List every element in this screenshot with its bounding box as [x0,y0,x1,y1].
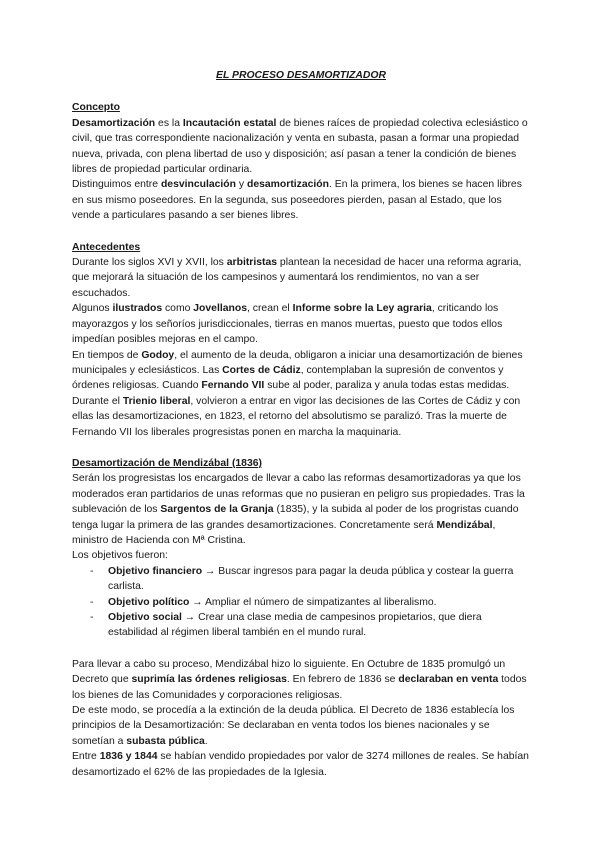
bold-text: Objetivo político [108,596,190,608]
bold-text: Jovellanos [193,303,247,315]
paragraph [72,301,530,347]
bold-text: arbitristas [226,257,278,269]
text-run: . En la primera, los bienes se hacen libres en sus mismo poseedores. En la segunda, sus poseedores pierden, pasan al Estado, que los vende a particulares pasando a ser bienes libres. [72,179,522,222]
text-run: se habían vendido propiedades por valor de 3274 millones de reales. Se habían desamortizado el 62% de las propiedades de la Iglesia. [72,751,529,778]
section-heading-mendizabal: Desamortización de Mendizábal (1836) [72,457,262,469]
text-run: , crean el [247,303,293,315]
objetivos-list [72,564,530,641]
text-run: Serán los progresistas los encargados de llevar a cabo las reformas desamortizadoras ya que los moderados eran partidarios de unas reformas que no pusieran en peligro sus propiedades. Tras la sublevación de los [72,473,525,516]
paragraph [72,749,530,780]
paragraph [72,116,530,178]
text-run: plantean la necesidad de hacer una reforma agraria, que mejorará la situación de los campesinos y aumentará los rendimientos, no van a ser escuchados. [72,257,522,299]
text-run: , volvieron a entrar en vigor las decisiones de las Cortes de Cádiz y con ellas las desamortizaciones, en 1823, el retorno del absolutismo se paralizó. Tras la muerte de Fernando VII los liberales progresistas ponen en marcha la maquinaria. [72,395,521,438]
paragraph [72,348,530,440]
bold-text: Trienio liberal [122,395,191,407]
bold-text: Objetivo social [108,612,182,623]
bold-text: desamortización [247,179,329,191]
bold-text: Sargentos de la Granja [160,504,274,516]
list-item [90,564,530,595]
bold-text: declaraban en venta [398,674,499,686]
text-run: → Buscar ingresos para pagar la deuda pública y costear la guerra carlista. [108,565,514,593]
document-title: EL PROCESO DESAMORTIZADOR [216,70,386,81]
text-run: y [236,179,247,191]
paragraph [72,703,530,749]
bold-text: ilustrados [112,303,163,315]
bold-text: Desamortización [72,117,156,129]
text-run: De este modo, se procedía a la extinción de la deuda pública. El Decreto de 1836 establecía los principios de la Desamortización: Se declaraban en venta todos los bienes nacionales y se sometían a [72,705,515,747]
bold-text: Fernando VII [201,380,265,392]
text-run: Entre [72,751,100,763]
bold-text: Mendizábal [436,519,493,531]
bold-text: subasta pública [126,735,205,747]
document-page [72,68,530,780]
text-run: , criticando los mayorazgos y los señoríos jurisdiccionales, tierras en manos muertas, puesto que todos ellos impedían posibles mejoras en el campo. [72,303,503,346]
bold-text: Incautación estatal [182,117,277,129]
text-run: sube al poder, paraliza y anula todas estas medidas. Durante el [72,380,510,407]
bold-text: 1836 y 1844 [99,751,158,763]
text-run: Durante los siglos XVI y XVII, los [72,257,227,269]
text-run: En tiempos de [72,349,142,361]
bold-text: desvinculación [160,179,237,191]
text-run: Distinguimos entre [72,179,161,191]
section-heading-concepto: Concepto [72,102,120,114]
text-run: → Crear una clase media de campesinos propietarios, que diera estabilidad al régimen liberal también en el mundo rural. [108,612,482,639]
paragraph [72,657,530,703]
text-run: . En febrero de 1836 se [286,674,399,686]
objetivos-intro: Los objetivos fueron: [72,550,168,562]
text-run: → Ampliar el número de simpatizantes al liberalismo. [189,596,437,608]
paragraph [72,471,530,548]
text-run: . [204,735,208,747]
list-item [90,595,530,610]
bold-text: Objetivo financiero [108,565,203,577]
text-run: todos los bienes de las Comunidades y corporaciones religiosas. [72,674,527,701]
text-run: como [162,303,194,315]
text-run: , contemplaban la supresión de conventos y órdenes religiosas. Cuando [72,364,504,392]
text-run: de bienes raíces de propiedad colectiva eclesiástico o civil, que tras correspondiente nacionalización y venta en subasta, pasan a formar una propiedad nueva, privada, con plena libertad de uso y disposición; así pasan a tener la condición de bienes libres de propiedad particular ordinaria. [72,117,528,176]
section-heading-antecedentes: Antecedentes [72,241,141,253]
text-run: Algunos [72,303,113,315]
paragraph [72,255,530,301]
text-run: (1835), y la subida al poder de los progristas cuando tenga lugar la primera de las grandes desamortizaciones. Concretamente será [72,504,519,531]
bold-text: Godoy [141,349,175,361]
text-run: es la [155,117,183,129]
list-item [90,610,530,641]
paragraph [72,177,530,223]
text-run: , el aumento de la deuda, obligaron a iniciar una desamortización de bienes municipales y eclesiásticos. Las [72,349,523,376]
bold-text: Informe sobre la Ley agraria [292,303,432,315]
text-run: , ministro de Hacienda con Mª Cristina. [72,519,496,546]
bold-text: Cortes de Cádiz [222,364,301,376]
bold-text: suprimía las órdenes religiosas [131,674,287,686]
text-run: Para llevar a cabo su proceso, Mendizábal hizo lo siguiente. En Octubre de 1835 promulgó un Decreto que [72,658,506,686]
